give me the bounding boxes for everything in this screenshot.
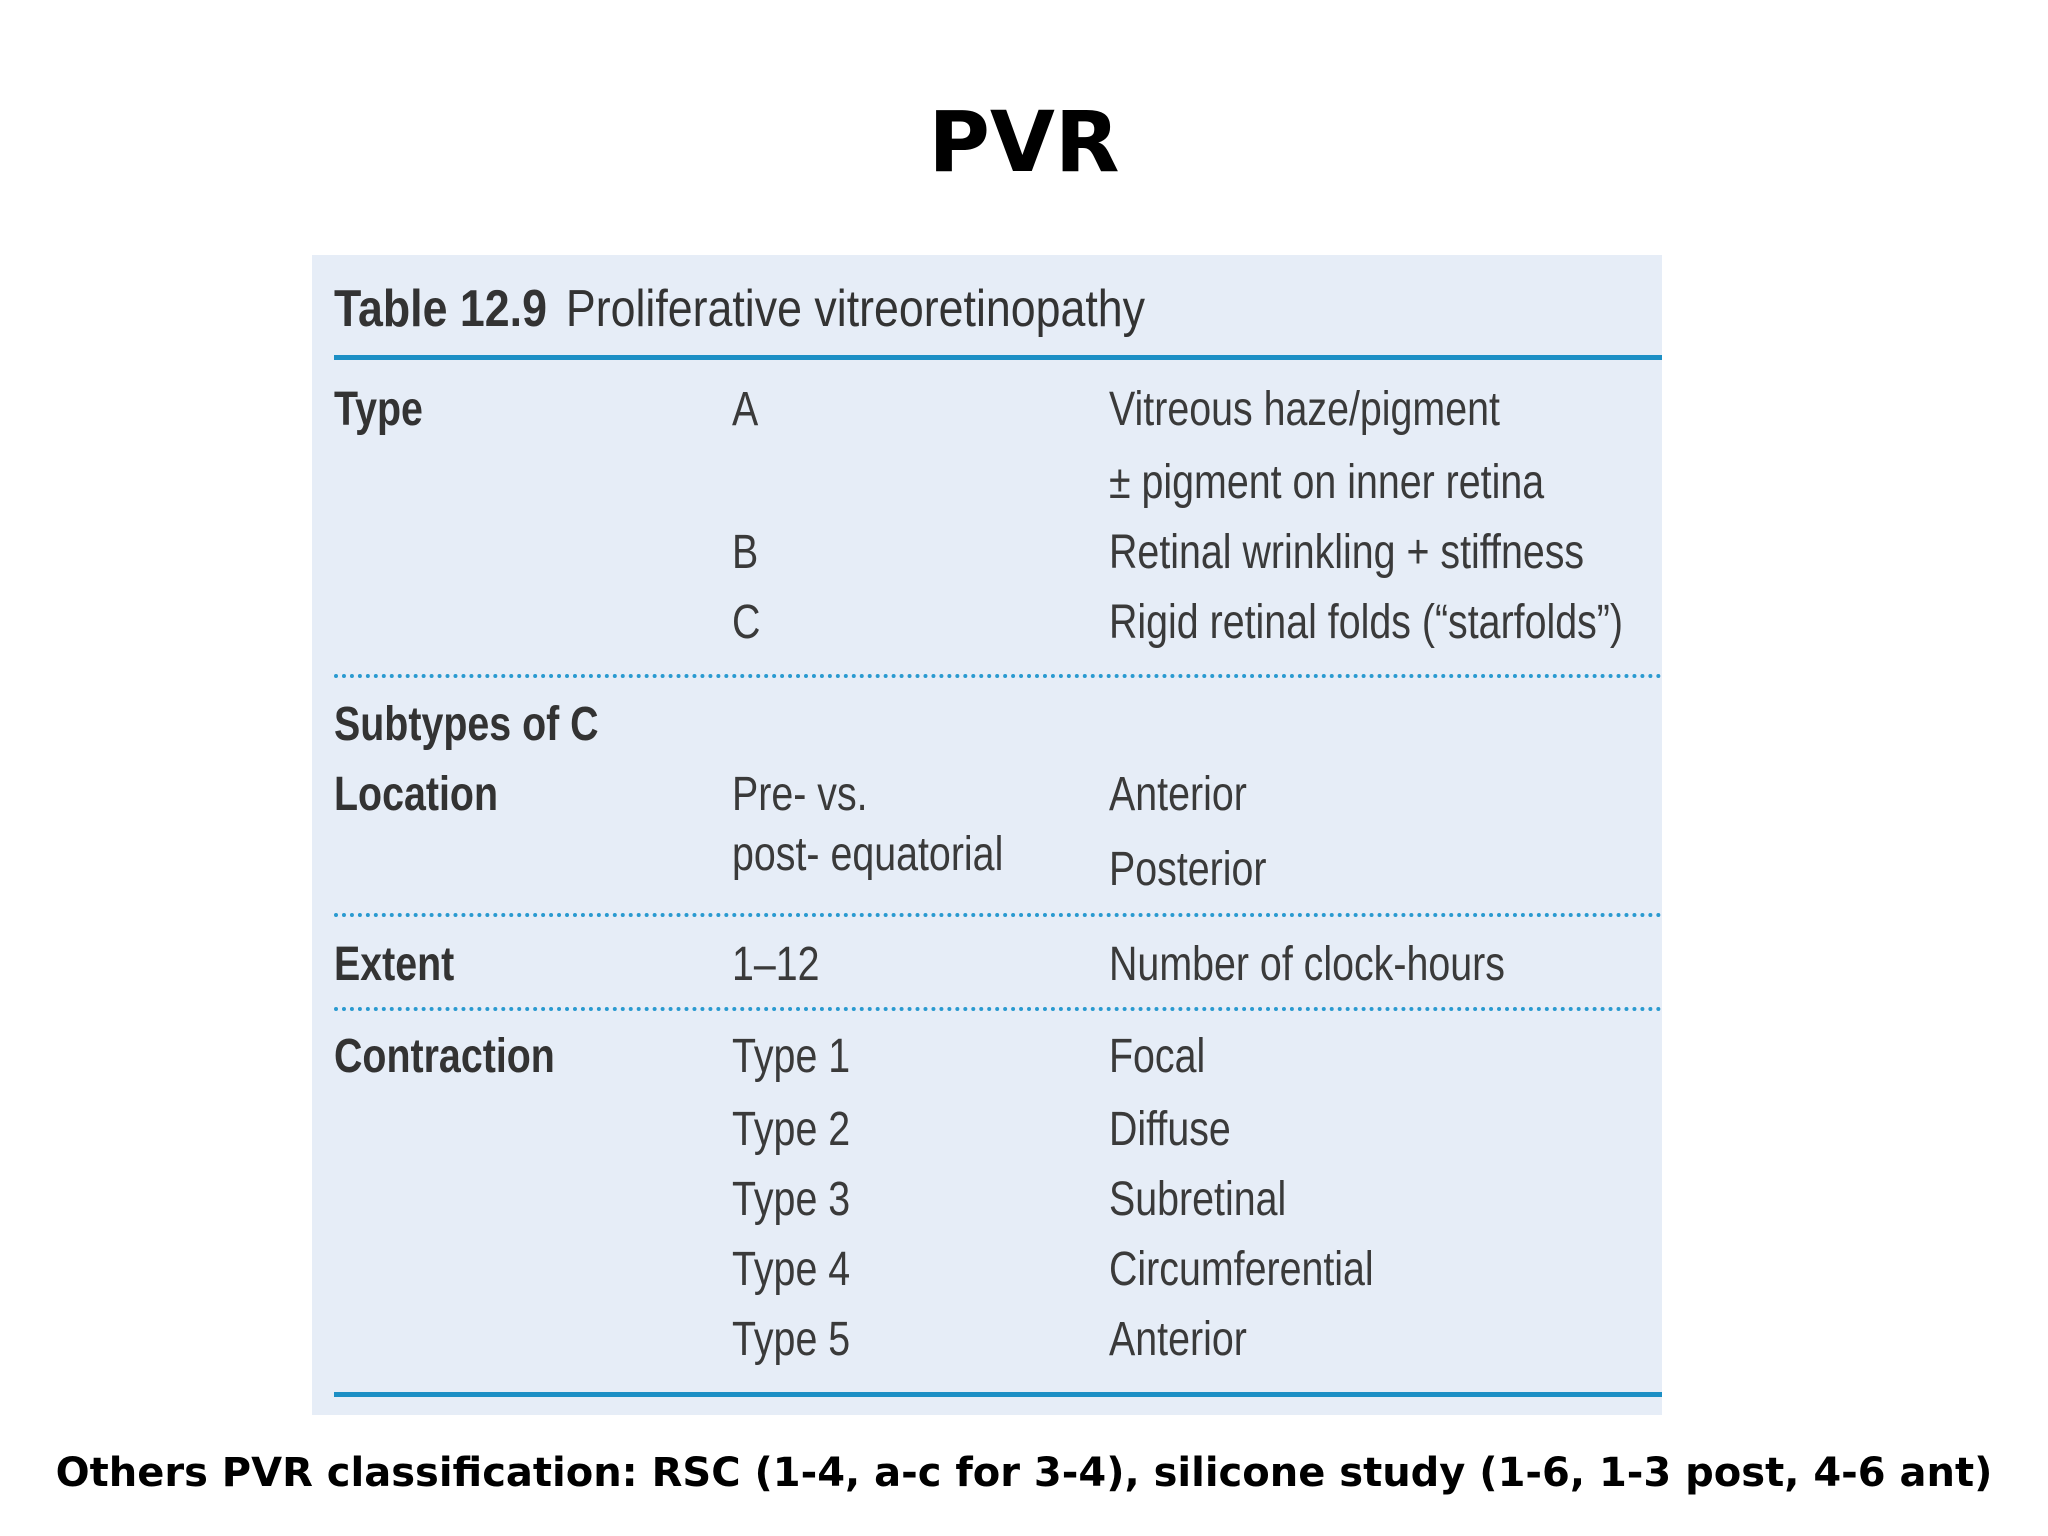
table-caption (334, 273, 1145, 345)
contraction-description-4: Circumferential (1109, 1243, 1374, 1296)
contraction-type-1: Type 1 (732, 1030, 851, 1083)
type-c-value: C (732, 596, 761, 649)
contraction-type-5: Type 5 (732, 1313, 851, 1366)
table-bottom-rule (334, 1392, 1662, 1397)
contraction-description-2: Diffuse (1109, 1103, 1231, 1156)
row-label-subtypes: Subtypes of C (334, 698, 599, 751)
contraction-description-1: Focal (1109, 1030, 1206, 1083)
location-description-1: Anterior (1109, 768, 1247, 821)
extent-description: Number of clock-hours (1109, 938, 1505, 991)
contraction-description-5: Anterior (1109, 1313, 1247, 1366)
location-description-2: Posterior (1109, 843, 1267, 896)
slide-title: PVR (928, 93, 1120, 191)
table-caption-number: Table 12.9 (334, 280, 547, 338)
type-a-description-1: Vitreous haze/pigment (1109, 383, 1500, 436)
contraction-type-4: Type 4 (732, 1243, 851, 1296)
contraction-type-3: Type 3 (732, 1173, 851, 1226)
type-a-value: A (732, 383, 759, 436)
type-b-description: Retinal wrinkling + stiffness (1109, 526, 1585, 579)
location-value-2: post- equatorial (732, 828, 1004, 881)
row-label-contraction: Contraction (334, 1030, 555, 1083)
location-value-1: Pre- vs. (732, 768, 868, 821)
contraction-description-3: Subretinal (1109, 1173, 1287, 1226)
section-divider-2 (334, 913, 1662, 917)
row-label-type: Type (334, 383, 423, 436)
row-label-extent: Extent (334, 938, 455, 991)
footnote-other-classifications: Others PVR classification: RSC (1-4, a-c for 3-4), silicone study (1-6, 1-3 post, 4-6 ant) (55, 1450, 1993, 1496)
extent-value: 1–12 (732, 938, 820, 991)
pvr-classification-table (312, 255, 1662, 1415)
type-a-description-2: ± pigment on inner retina (1109, 456, 1545, 509)
contraction-type-2: Type 2 (732, 1103, 851, 1156)
type-b-value: B (732, 526, 759, 579)
table-top-rule (334, 355, 1662, 360)
section-divider-1 (334, 674, 1662, 678)
row-label-location: Location (334, 768, 498, 821)
section-divider-3 (334, 1007, 1662, 1011)
table-caption-text: Proliferative vitreoretinopathy (565, 280, 1146, 338)
type-c-description: Rigid retinal folds (“starfolds”) (1109, 596, 1624, 649)
